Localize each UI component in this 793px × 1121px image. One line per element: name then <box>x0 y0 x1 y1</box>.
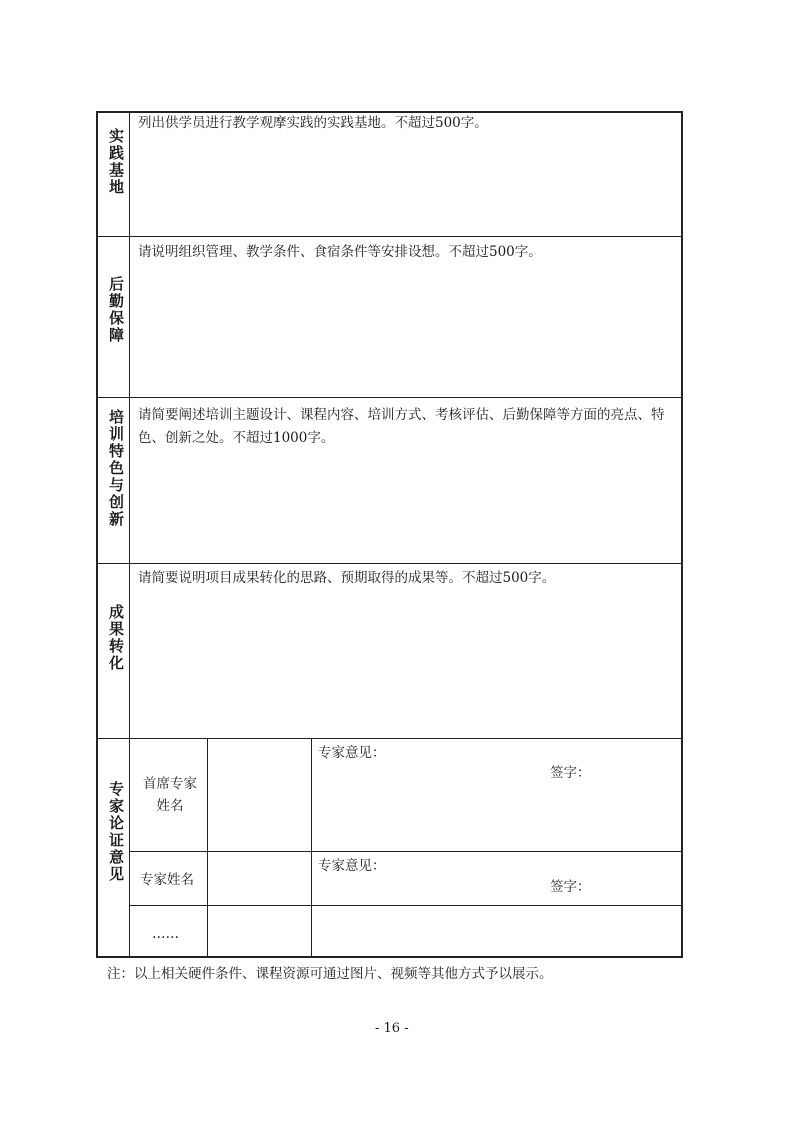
section-divider <box>96 397 683 398</box>
table-bottom-border <box>96 956 683 958</box>
expert-sign-label: 签字： <box>550 879 591 895</box>
chief-expert-opinion-label: 专家意见： <box>318 745 386 761</box>
chief-expert-name-label: 首席专家姓名 <box>143 776 197 814</box>
section-label-logistics: 后勤保障 <box>107 276 125 344</box>
section-label-expert: 专家论证意见 <box>107 781 125 883</box>
expert-grid-divider <box>311 738 312 957</box>
section-instruction-results: 请简要说明项目成果转化的思路、预期取得的成果等。不超过500字。 <box>138 570 556 586</box>
section-label-results: 成果转化 <box>107 604 125 672</box>
section-instruction-logistics: 请说明组织管理、教学条件、食宿条件等安排设想。不超过500字。 <box>138 244 542 260</box>
section-divider <box>96 236 683 237</box>
page-number: - 16 - <box>375 1021 409 1036</box>
label-column-divider <box>129 111 130 957</box>
section-divider <box>96 738 683 739</box>
chief-expert-sign-label: 签字： <box>550 765 591 781</box>
expert-grid-divider <box>207 738 208 957</box>
expert-name-label: 专家姓名 <box>140 872 194 888</box>
section-divider <box>96 563 683 564</box>
more-experts-ellipsis: …… <box>152 926 179 942</box>
section-label-innovation: 培训特色与创新 <box>107 409 125 528</box>
section-instruction-innovation: 请简要阐述培训主题设计、课程内容、培训方式、考核评估、后勤保障等方面的亮点、特色、创新之处。不超过1000字。 <box>138 407 665 446</box>
section-instruction-base: 列出供学员进行教学观摩实践的实践基地。不超过500字。 <box>138 115 488 131</box>
section-label-base: 实践基地 <box>107 128 125 196</box>
expert-opinion-label: 专家意见： <box>318 858 386 874</box>
table-right-border <box>681 111 683 958</box>
footnote: 注：以上相关硬件条件、课程资源可通过图片、视频等其他方式予以展示。 <box>107 966 553 982</box>
expert-row-divider <box>129 905 683 906</box>
expert-row-divider <box>129 851 683 852</box>
